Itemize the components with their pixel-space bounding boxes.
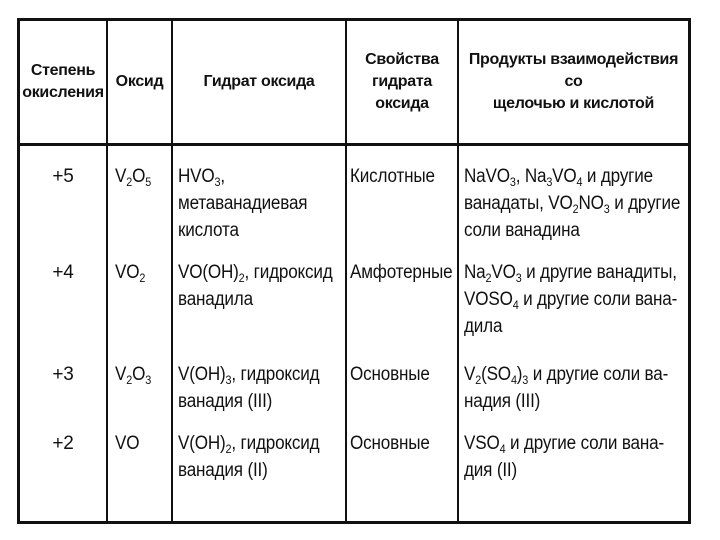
cell-properties: Амфотерные [350,262,453,283]
header-oxidation-state [20,21,106,143]
formula-text: соли ванадина [464,220,580,241]
formula-text: дила [464,316,503,337]
subscript: 3 [214,175,221,189]
formula-text: O [132,364,146,385]
cell-oxide [115,430,139,457]
formula-text: VO [491,262,516,283]
header-hydrate [173,21,345,143]
text-line [464,259,677,286]
subscript: 3 [546,175,553,189]
header-divider [20,143,688,146]
subscript: 5 [145,175,152,189]
cell-oxidation-state: +5 [52,166,74,187]
formula-text: ванадия (III) [178,391,273,412]
text-line [464,286,677,313]
formula-text: и другие соли ва- [528,364,669,385]
formula-text: и другие [609,193,681,214]
subscript: 4 [499,442,506,456]
subscript: 3 [145,373,152,387]
formula-text: и другие соли вана- [505,433,664,454]
header-text: Степень [30,62,96,79]
text-line [464,313,677,340]
formula-text: ) [516,364,523,385]
subscript: 2 [126,373,133,387]
subscript: 2 [485,271,492,285]
formula-text: ванадаты, VO [464,193,573,214]
subscript: 4 [576,175,583,189]
cell-products [464,163,680,244]
header-text: Свойства [365,51,439,68]
formula-text: и другие соли вана- [518,289,678,310]
cell-oxidation-state: +2 [52,433,74,454]
formula-text: NaVO [464,166,510,187]
formula-text: метаванадиевая [178,193,308,214]
formula-text: VOSO [464,289,513,310]
text-line [178,457,319,484]
subscript: 2 [126,175,133,189]
formula-text: , Na [515,166,547,187]
cell-oxide [115,361,151,388]
formula-text: (SO [481,364,511,385]
formula-text: кислота [178,220,239,241]
formula-text: , [220,166,225,187]
subscript: 4 [512,298,519,312]
text-line [464,217,680,244]
header-text: Продукты взаимодействия со [468,51,679,90]
cell-hydrate [178,361,319,415]
header-properties [347,21,457,143]
formula-text: V(OH) [178,433,226,454]
formula-text: VO [115,433,140,454]
formula-text: ванадия (II) [178,460,268,481]
text-line [464,190,680,217]
cell-oxidation-state: +4 [52,262,74,283]
formula-text: и другие ванадиты, [521,262,677,283]
header-text: Гидрат оксида [203,73,315,90]
cell-properties: Основные [350,364,430,385]
header-text: щелочью и кислотой [492,95,655,112]
header-text: оксида [375,95,429,112]
formula-text: надия (III) [464,391,541,412]
header-text: окисления [22,84,104,101]
formula-text: VO [115,262,140,283]
formula-text: V(OH) [178,364,226,385]
subscript: 2 [475,373,482,387]
subscript: 2 [572,202,579,216]
vanadium-oxides-table [17,18,691,524]
text-line [178,286,333,313]
text-line [464,430,664,457]
formula-text: HVO [178,166,215,187]
formula-text: , гидроксид [231,364,320,385]
subscript: 3 [509,175,516,189]
subscript: 3 [225,373,232,387]
cell-hydrate [178,430,319,484]
formula-text: NO [578,193,604,214]
cell-hydrate [178,163,307,244]
header-text: гидрата [372,73,432,90]
header-oxide [108,21,171,143]
cell-oxide [115,259,145,286]
formula-text: V [115,364,127,385]
formula-text: и другие [582,166,653,187]
cell-properties: Основные [350,433,430,454]
text-line [178,430,319,457]
formula-text: , гидроксид [244,262,333,283]
text-line [464,388,668,415]
cell-properties: Кислотные [350,166,435,187]
text-line [178,388,319,415]
formula-text: VO [552,166,577,187]
header-products [459,21,688,143]
cell-products [464,430,664,484]
text-line [178,259,333,286]
cell-oxidation-state: +3 [52,364,74,385]
subscript: 3 [515,271,522,285]
subscript: 2 [225,442,232,456]
cell-oxide [115,163,151,190]
text-line [464,361,668,388]
cell-hydrate [178,259,333,313]
subscript: 2 [238,271,245,285]
header-text: Оксид [115,73,164,90]
text-line [464,163,680,190]
text-line [178,190,307,217]
formula-text: V [115,166,127,187]
subscript: 4 [510,373,517,387]
subscript: 3 [522,373,529,387]
formula-text: O [132,166,146,187]
formula-text: VO(OH) [178,262,239,283]
cell-products [464,259,677,340]
cell-products [464,361,668,415]
formula-text: , гидроксид [231,433,320,454]
text-line [178,361,319,388]
subscript: 3 [603,202,610,216]
formula-text: дия (II) [464,460,518,481]
text-line [178,163,307,190]
text-line [464,457,664,484]
text-line [178,217,307,244]
formula-text: ванадила [178,289,253,310]
formula-text: V [464,364,476,385]
formula-text: VSO [464,433,500,454]
subscript: 2 [139,271,146,285]
formula-text: Na [464,262,486,283]
